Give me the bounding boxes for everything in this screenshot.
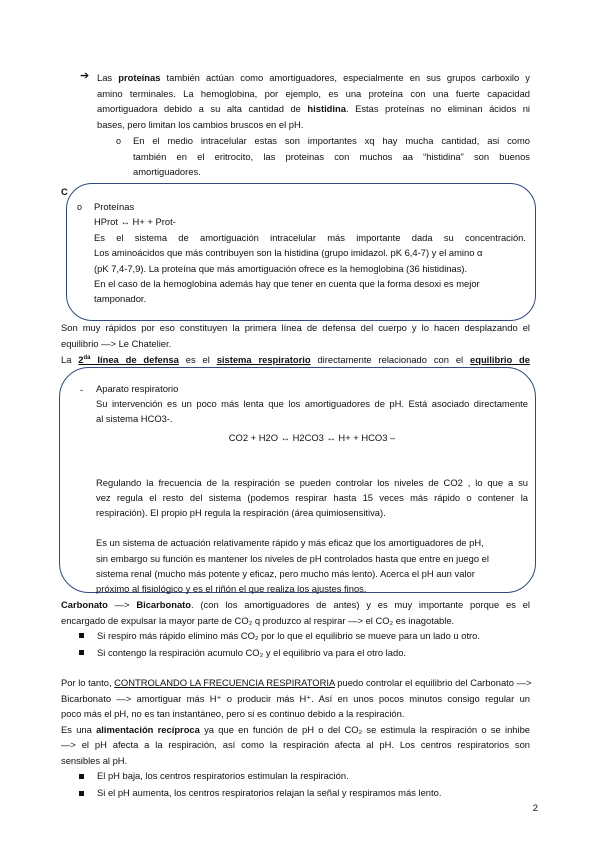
carbonato-paragraph: Carbonato —> Bicarbonato. (con los amortiguadores de antes) y es muy importante porque es el encargado de expulsar la mayor parte de CO₂ q produzco al respirar —> el CO₂ es inagotable. [61, 599, 530, 626]
defensa-paragraph: Son muy rápidos por eso constituyen la primera línea de defensa del cuerpo y lo hacen desplazando el equilibrio —> Le Chatelier. La $2^{da}$ línea de defensa es el sistema respiratorio directamente relacionado con el equilibrio de [61, 322, 530, 366]
bullet-square-icon [79, 791, 84, 796]
box1-content: Proteínas HProt ↔ H+ + Prot- Es el sistema de amortiguación intracelular más importante dada su concentración. Los aminoácidos que más contribuyen son la histidina (grupo imidazol. pK 6,4-7) y el amino α (pK 7,4-7,9). La proteína que más amortiguación ofrece es la hemoglobina (36 histidinas). En el caso de la hemoglobina además hay que tener en cuenta que la forma desoxi es mejor tamponador. [94, 201, 526, 305]
box1-marker: o [77, 202, 83, 212]
bullet-square-icon [79, 633, 84, 638]
box1-title: Proteínas [94, 201, 135, 212]
box2-content: Aparato respiratorio Su intervención es un poco más lenta que los amortiguadores de pH. Está asociado directamente al sistema HCO3-. CO2 + H2O ↔ H2CO3 ↔ H+ + HCO3 – Regulando la frecuencia de la respiración se pueden controlar los niveles de CO2 , lo que a su vez regula el resto del sistema (podemos respirar hasta 15 veces más rápido o contener la respiración). El propio pH regula la respiración (área quimiosensitiva). Es un sistema de actuación relativamente rápido y más eficaz que los amortiguadores de pH, sin embargo su función es mantener los niveles de pH controlados hasta que entre en juego el sistema renal (mucho más potente y eficaz, pero mucho más lento). Acerca el pH aun valor próximo al fisiológico y es el riñón el que realiza los ajustes finos. [96, 383, 528, 595]
bullet-square-icon [79, 774, 84, 779]
box1-equation: HProt ↔ H+ + Prot- [94, 216, 176, 228]
final-bullet-2: Si el pH aumenta, los centros respiratorios relajan la señal y respiramos más lento. [97, 787, 442, 798]
right-arrow-icon: ➔ [80, 70, 90, 82]
page-number: 2 [532, 803, 538, 814]
final-paragraph: Por lo tanto, CONTROLANDO LA FRECUENCIA RESPIRATORIA puedo controlar el equilibrio del Carbonato —> Bicarbonato —> amortiguar más H⁺ o producir más H⁺. Así en unos pocos minutos consigo regular un poco más el pH, no es tan instantáneo, pero si es continuo debido a la respiración. Es una alimentación recíproca ya que en función de pH o del CO₂ se estimula la respiración o se inhibe —> el pH afecta a la respiración, así como la respiración afecta al pH. Los centros respiratorios son sensibles al pH. [61, 677, 532, 766]
sub-bullet-marker: o [116, 136, 122, 146]
intro-sub-paragraph: En el medio intracelular estas son importantes xq hay mucha cantidad, asi como también en el eritrocito, las proteinas con muchos aa “histidina” son buenos amortiguadores. [133, 135, 530, 178]
box2-marker: - [80, 384, 84, 395]
hidden-letter: C [61, 186, 68, 197]
box2-equation: CO2 + H2O ↔ H2CO3 ↔ H+ + HCO3 – [228, 431, 396, 443]
carbonato-bullet-1: Si respiro más rápido elimino más CO₂ por lo que el equilibrio se mueve para un lado u otro. [97, 630, 480, 641]
bullet-square-icon [79, 650, 84, 655]
final-bullet-1: El pH baja, los centros respiratorios estimulan la respiración. [97, 770, 349, 781]
carbonato-bullet-2: Si contengo la respiración acumulo CO₂ y el equilibrio va para el otro lado. [97, 647, 407, 658]
intro-paragraph: Las proteínas también actúan como amortiguadores, especialmente en sus grupos carboxilo y amino terminales. La hemoglobina, por ejemplo, es una proteína con una fuerte capacidad amortiguadora debido a su alta cantidad de histidina. Estas proteínas no eliminan ácidos ni bases, pero limitan los cambios bruscos en el pH. [97, 72, 530, 130]
box2-title: Aparato respiratorio [96, 383, 179, 394]
